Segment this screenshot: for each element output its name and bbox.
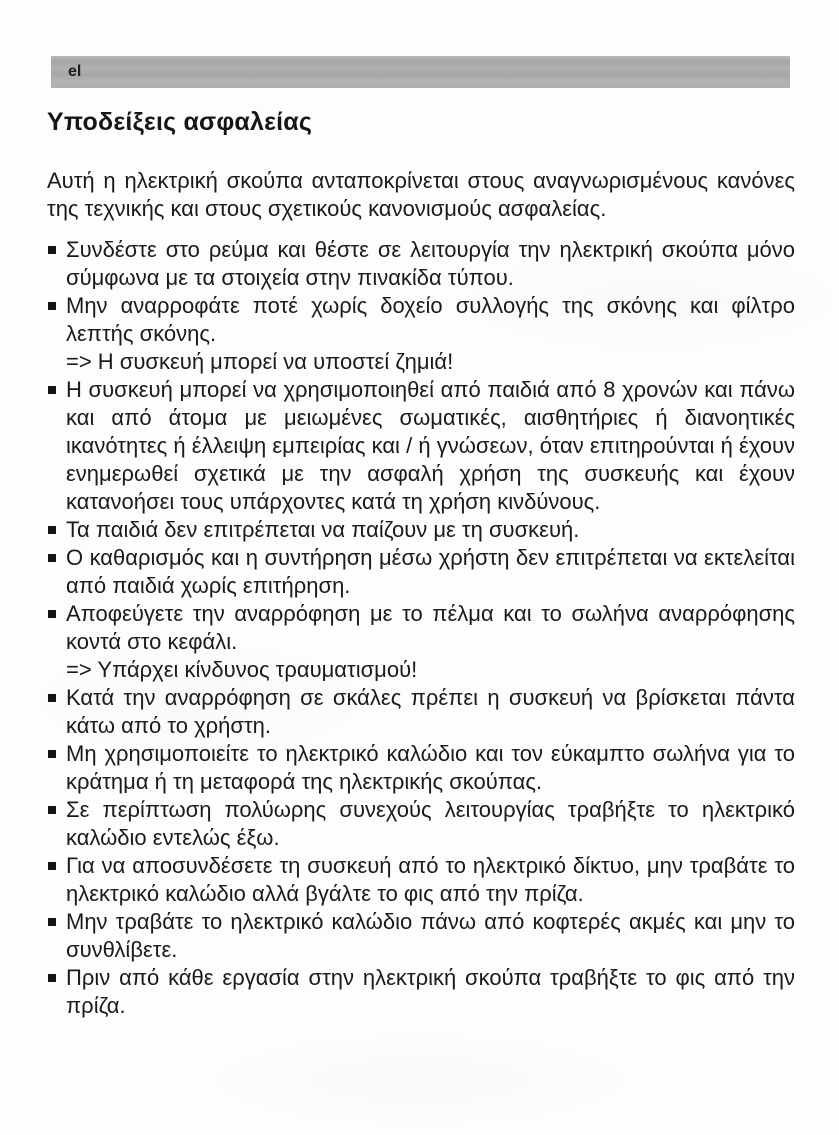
list-item [47, 292, 795, 376]
list-item [47, 516, 795, 544]
list-item [47, 600, 795, 684]
bullet-text: Για να αποσυνδέσετε τη συσκευή από το ηλεκτρικό δίκτυο, μην τραβάτε το ηλεκτρικό καλώδιο αλλά βγάλτε το φις από την πρίζα. [66, 853, 795, 906]
bullet-text: Συνδέστε στο ρεύμα και θέστε σε λειτουργία την ηλεκτρική σκούπα μόνο σύμφωνα με τα στοιχεία στην πινακίδα τύπου. [66, 237, 795, 290]
list-item [47, 908, 795, 964]
list-item [47, 236, 795, 292]
bullet-text: Μην τραβάτε το ηλεκτρικό καλώδιο πάνω από κοφτερές ακμές και μην το συνθλίβετε. [66, 909, 795, 962]
consequence-note: => Υπάρχει κίνδυνος τραυματισμού! [66, 657, 418, 682]
bullet-text: Μη χρησιμοποιείτε το ηλεκτρικό καλώδιο και τον εύκαμπτο σωλήνα για το κράτημα ή τη μεταφορά της ηλεκτρικής σκούπας. [66, 741, 795, 794]
bullet-text: Αποφεύγετε την αναρρόφηση με το πέλμα και το σωλήνα αναρρόφησης κοντά στο κεφάλι. [66, 601, 795, 654]
bullet-text: Η συσκευή μπορεί να χρησιμοποιηθεί από παιδιά από 8 χρονών και πάνω και από άτομα με μειωμένες σωματικές, αισθητήριες ή διανοητικές ικανότητες ή έλλειψη εμπειρίας και / ή γνώσεων, όταν επιτηρούνται ή έχουν ενημερωθεί σχετικά με την ασφαλή χρήση της συσκευής και έχουν κατανοήσει τους υπάρχοντες κατά τη χρήση κινδύνους. [66, 377, 795, 514]
bullet-text: Πριν από κάθε εργασία στην ηλεκτρική σκούπα τραβήξτε το φις από την πρίζα. [66, 965, 795, 1018]
bullet-text: Μην αναρροφάτε ποτέ χωρίς δοχείο συλλογής της σκόνης και φίλτρο λεπτής σκόνης. [66, 293, 795, 346]
safety-bullet-list [47, 236, 795, 1020]
list-item [47, 376, 795, 516]
bullet-text: Ο καθαρισμός και η συντήρηση μέσω χρήστη δεν επιτρέπεται να εκτελείται από παιδιά χωρίς επιτήρηση. [66, 545, 795, 598]
consequence-note: => Η συσκευή μπορεί να υποστεί ζημιά! [66, 349, 454, 374]
list-item [47, 796, 795, 852]
bullet-text: Σε περίπτωση πολύωρης συνεχούς λειτουργίας τραβήξτε το ηλεκτρικό καλώδιο εντελώς έξω. [66, 797, 795, 850]
bullet-text: Κατά την αναρρόφηση σε σκάλες πρέπει η συσκευή να βρίσκεται πάντα κάτω από το χρήστη. [66, 685, 795, 738]
page-content [47, 108, 795, 1020]
bullet-text: Τα παιδιά δεν επιτρέπεται να παίζουν με τη συσκευή. [66, 517, 580, 542]
language-code: el [68, 63, 82, 80]
list-item [47, 852, 795, 908]
list-item [47, 684, 795, 740]
intro-paragraph: Αυτή η ηλεκτρική σκούπα ανταποκρίνεται στους αναγνωρισμένους κανόνες της τεχνικής και στους σχετικούς κανονισμούς ασφαλείας. [47, 168, 795, 221]
page-title: Υποδείξεις ασφαλείας [47, 108, 313, 136]
list-item [47, 964, 795, 1020]
list-item [47, 740, 795, 796]
list-item [47, 544, 795, 600]
language-bar [51, 56, 790, 88]
